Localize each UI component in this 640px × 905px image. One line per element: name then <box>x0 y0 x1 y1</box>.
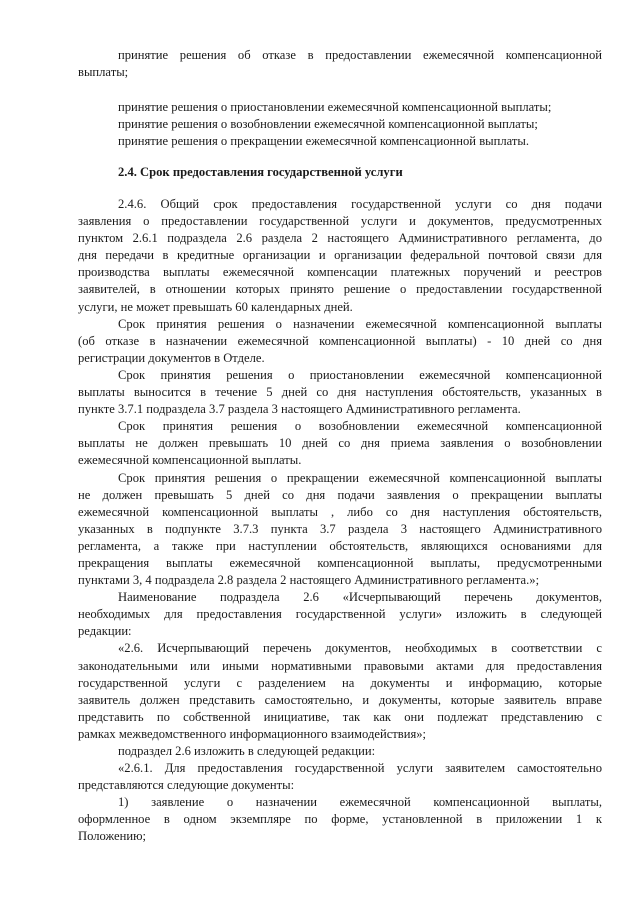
text-line: выплаты; <box>78 65 129 80</box>
text-line: Срок принятия решения о прекращении ежемесячной компенсационной выплаты <box>118 470 602 485</box>
decision-list <box>78 99 602 150</box>
text-line: пункте 3.7.1 подраздела 3.7 раздела 3 настоящего Административного регламента. <box>78 402 521 417</box>
section-body <box>78 196 602 846</box>
text-line: пунктом 2.6.1 подраздела 2.6 раздела 2 настоящего Административного регламента, до <box>78 231 602 246</box>
text-line: ежемесячной компенсационной выплаты , либо со дня наступления обстоятельств, <box>78 504 602 519</box>
decision-item: принятие решения о возобновлении ежемесячной компенсационной выплаты; <box>118 117 538 132</box>
text-line: необходимых для предоставления государственной услуги» изложить в следующей <box>78 607 602 622</box>
text-line: рамках межведомственного информационного взаимодействия»; <box>78 726 427 741</box>
text-line: «2.6.1. Для предоставления государственной услуги заявителем самостоятельно <box>118 761 602 776</box>
text-line: представляются следующие документы: <box>78 778 295 793</box>
text-line: производства выплаты ежемесячной компенсации платежных поручений и реестров <box>78 265 602 280</box>
text-line: Наименование подраздела 2.6 «Исчерпывающий перечень документов, <box>118 590 602 605</box>
text-line: государственной услуги с разделением на документы и информацию, которые <box>78 675 602 690</box>
text-line: (об отказе в назначении ежемесячной компенсационной выплаты) - 10 дней со дня <box>78 333 602 348</box>
text-line: прекращения выплаты ежемесячной компенсационной выплаты, предусмотренными <box>78 555 602 570</box>
intro-paragraph <box>78 47 602 81</box>
text-line: регистрации документов в Отделе. <box>78 350 265 365</box>
text-line: выплаты выносится в течение 5 дней со дня наступления обстоятельств, указанных в <box>78 385 602 400</box>
text-line: оформленное в одном экземпляре по форме, установленной в приложении 1 к <box>78 812 602 827</box>
text-line: Срок принятия решения о возобновлении ежемесячной компенсационной <box>118 419 602 434</box>
text-line: ежемесячной компенсационной выплаты. <box>78 453 302 468</box>
text-line: 1) заявление о назначении ежемесячной компенсационной выплаты, <box>118 795 602 810</box>
text-line: представить по собственной инициативе, так как они подлежат представлению с <box>78 709 602 724</box>
text-line: принятие решения об отказе в предоставлении ежемесячной компенсационной <box>118 48 602 62</box>
text-line: Срок принятия решения о приостановлении ежемесячной компенсационной <box>118 367 602 382</box>
text-line: заявления о предоставлении государственной услуги и документов, предусмотренных <box>78 214 602 229</box>
text-line: не должен превышать 5 дней со дня подачи заявления о прекращении выплаты <box>78 487 602 502</box>
text-line: выплаты не должен превышать 10 дней со дня приема заявления о возобновлении <box>78 436 602 451</box>
text-line: «2.6. Исчерпывающий перечень документов, необходимых в соответствии с <box>118 641 602 656</box>
text-line: регламента, а также при наступлении обстоятельств, являющихся основаниями для <box>78 538 602 553</box>
decision-item: принятие решения о приостановлении ежемесячной компенсационной выплаты; <box>118 100 552 114</box>
text-line: пунктами 3, 4 подраздела 2.8 раздела 2 настоящего Административного регламента.»; <box>78 573 540 588</box>
text-line: Срок принятия решения о назначении ежемесячной компенсационной выплаты <box>118 316 602 331</box>
text-line: подраздел 2.6 изложить в следующей редакции: <box>118 744 376 758</box>
text-line: Положению; <box>78 829 147 844</box>
text-line: заявитель должен представить самостоятельно, и документы, которые заявитель вправе <box>78 692 602 707</box>
text-line: заявителей, в отношении которых принято решение о предоставлении государственной <box>78 282 602 297</box>
text-line: 2.4.6. Общий срок предоставления государственной услуги со дня подачи <box>118 197 602 211</box>
text-line: указанных в подпункте 3.7.3 пункта 3.7 раздела 3 настоящего Административного <box>78 521 602 536</box>
text-line: дня передачи в кредитные организации и организации федеральной почтовой связи для <box>78 248 602 263</box>
text-line: законодательными или иными нормативными правовыми актами для предоставления <box>78 658 602 673</box>
text-line: услуги, не может превышать 60 календарных дней. <box>78 299 353 314</box>
decision-item: принятие решения о прекращении ежемесячной компенсационной выплаты. <box>118 134 529 149</box>
section-heading: 2.4. Срок предоставления государственной услуги <box>118 165 403 179</box>
text-line: редакции: <box>78 624 132 639</box>
